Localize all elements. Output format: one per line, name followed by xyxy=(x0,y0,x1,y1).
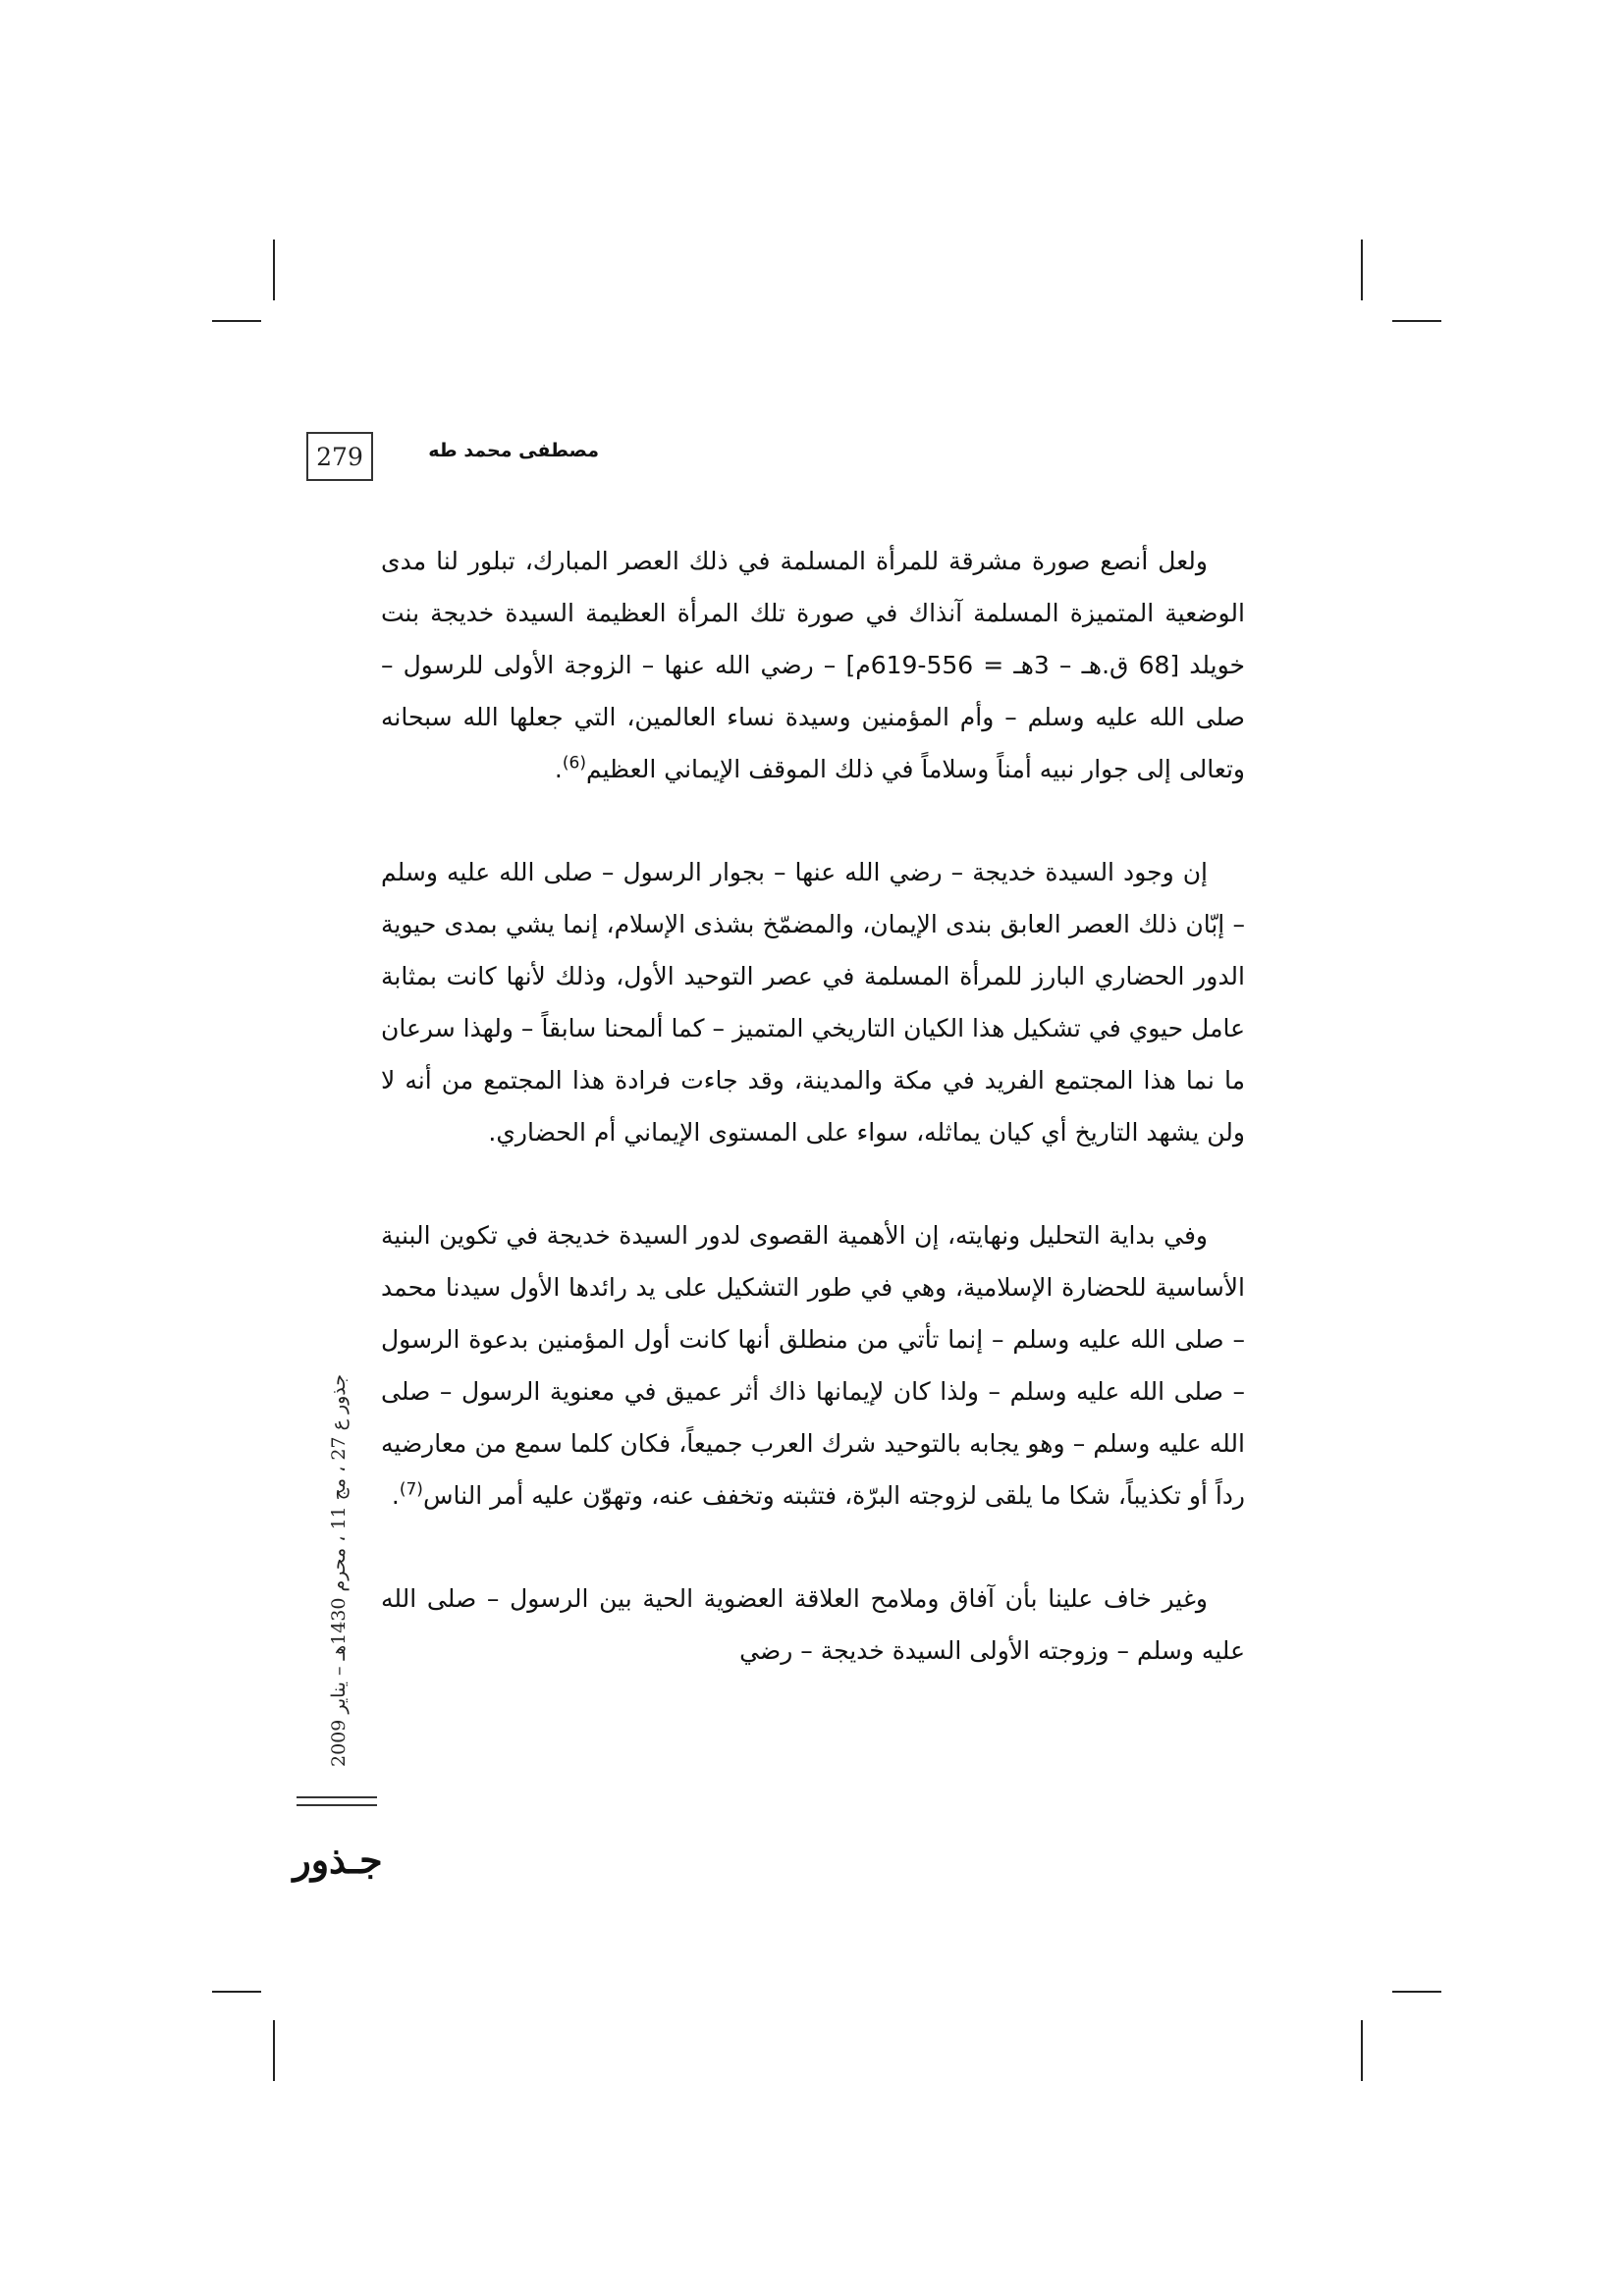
crop-mark-top-left-horizontal xyxy=(212,320,261,322)
crop-mark-bottom-left-horizontal xyxy=(212,1991,261,1993)
crop-mark-bottom-left-vertical xyxy=(273,2020,275,2081)
paragraph-text: وغير خاف علينا بأن آفاق وملامح العلاقة العضوية الحية بين الرسول – صلى الله عليه وسلم – وزوجته الأولى السيدة خديجة – رضي xyxy=(381,1584,1245,1665)
paragraph-end: . xyxy=(554,755,563,783)
journal-logo: جـذور xyxy=(293,1838,383,1882)
paragraph-text: وفي بداية التحليل ونهايته، إن الأهمية القصوى لدور السيدة خديجة في تكوين البنية الأساسية للحضارة الإسلامية، وهي في طور التشكيل على يد رائدها الأول سيدنا محمد – صلى الله عليه وسلم – إنما تأتي من منطلق أنها كانت أول المؤمنين بدعوة الرسول – صلى الله عليه وسلم – ولذا كان لإيمانها ذاك أثر عميق في معنوية الرسول – صلى الله عليه وسلم – وهو يجابه بالتوحيد شرك العرب جميعاً، فكان كلما سمع من معارضيه رداً أو تكذيباً، شكا ما يلقى لزوجته البرّة، فتثبته وتخفف عنه، وتهوّن عليه أمر الناس xyxy=(381,1221,1245,1510)
paragraph xyxy=(381,846,1245,1158)
footnote-ref[interactable]: (7) xyxy=(399,1479,423,1500)
crop-mark-bottom-right-horizontal xyxy=(1392,1991,1441,1993)
issue-info-text: جذور ع 27 ، مج 11 ، محرم 1430هـ – يناير 2009 xyxy=(328,1373,351,1768)
footnote-ref[interactable]: (6) xyxy=(562,753,586,774)
page-number: 279 xyxy=(306,432,373,481)
crop-mark-bottom-right-vertical xyxy=(1361,2020,1363,2081)
paragraph-end: . xyxy=(391,1481,400,1510)
side-divider xyxy=(297,1796,377,1798)
side-divider xyxy=(297,1804,377,1806)
paragraph xyxy=(381,535,1245,795)
paragraph xyxy=(381,1573,1245,1677)
paragraph-text: ولعل أنصع صورة مشرقة للمرأة المسلمة في ذلك العصر المبارك، تبلور لنا مدى الوضعية المتميزة المسلمة آنذاك في صورة تلك المرأة العظيمة السيدة خديجة بنت خويلد [68 ق.هـ – 3هـ = 556-619م] – رضي الله عنها – الزوجة الأولى للرسول – صلى الله عليه وسلم – وأم المؤمنين وسيدة نساء العالمين، التي جعلها الله سبحانه وتعالى إلى جوار نبيه أمناً وسلاماً في ذلك الموقف الإيماني العظيم xyxy=(381,547,1245,783)
running-header-author: مصطفى محمد طه xyxy=(428,440,599,461)
crop-mark-top-right-horizontal xyxy=(1392,320,1441,322)
article-body xyxy=(381,535,1245,1677)
crop-mark-top-left-vertical xyxy=(273,240,275,300)
paragraph-text: إن وجود السيدة خديجة – رضي الله عنها – بجوار الرسول – صلى الله عليه وسلم – إبّان ذلك العصر العابق بندى الإيمان، والمضمّخ بشذى الإسلام، إنما يشي بمدى حيوية الدور الحضاري البارز للمرأة المسلمة في عصر التوحيد الأول، وذلك لأنها كانت بمثابة عامل حيوي في تشكيل هذا الكيان التاريخي المتميز – كما ألمحنا سابقاً – ولهذا سرعان ما نما هذا المجتمع الفريد في مكة والمدينة، وقد جاءت فرادة هذا المجتمع من أنه لا ولن يشهد التاريخ أي كيان يماثله، سواء على المستوى الإيماني أم الحضاري. xyxy=(381,858,1245,1147)
issue-info-vertical xyxy=(324,1355,353,1787)
crop-mark-top-right-vertical xyxy=(1361,240,1363,300)
paragraph xyxy=(381,1209,1245,1522)
